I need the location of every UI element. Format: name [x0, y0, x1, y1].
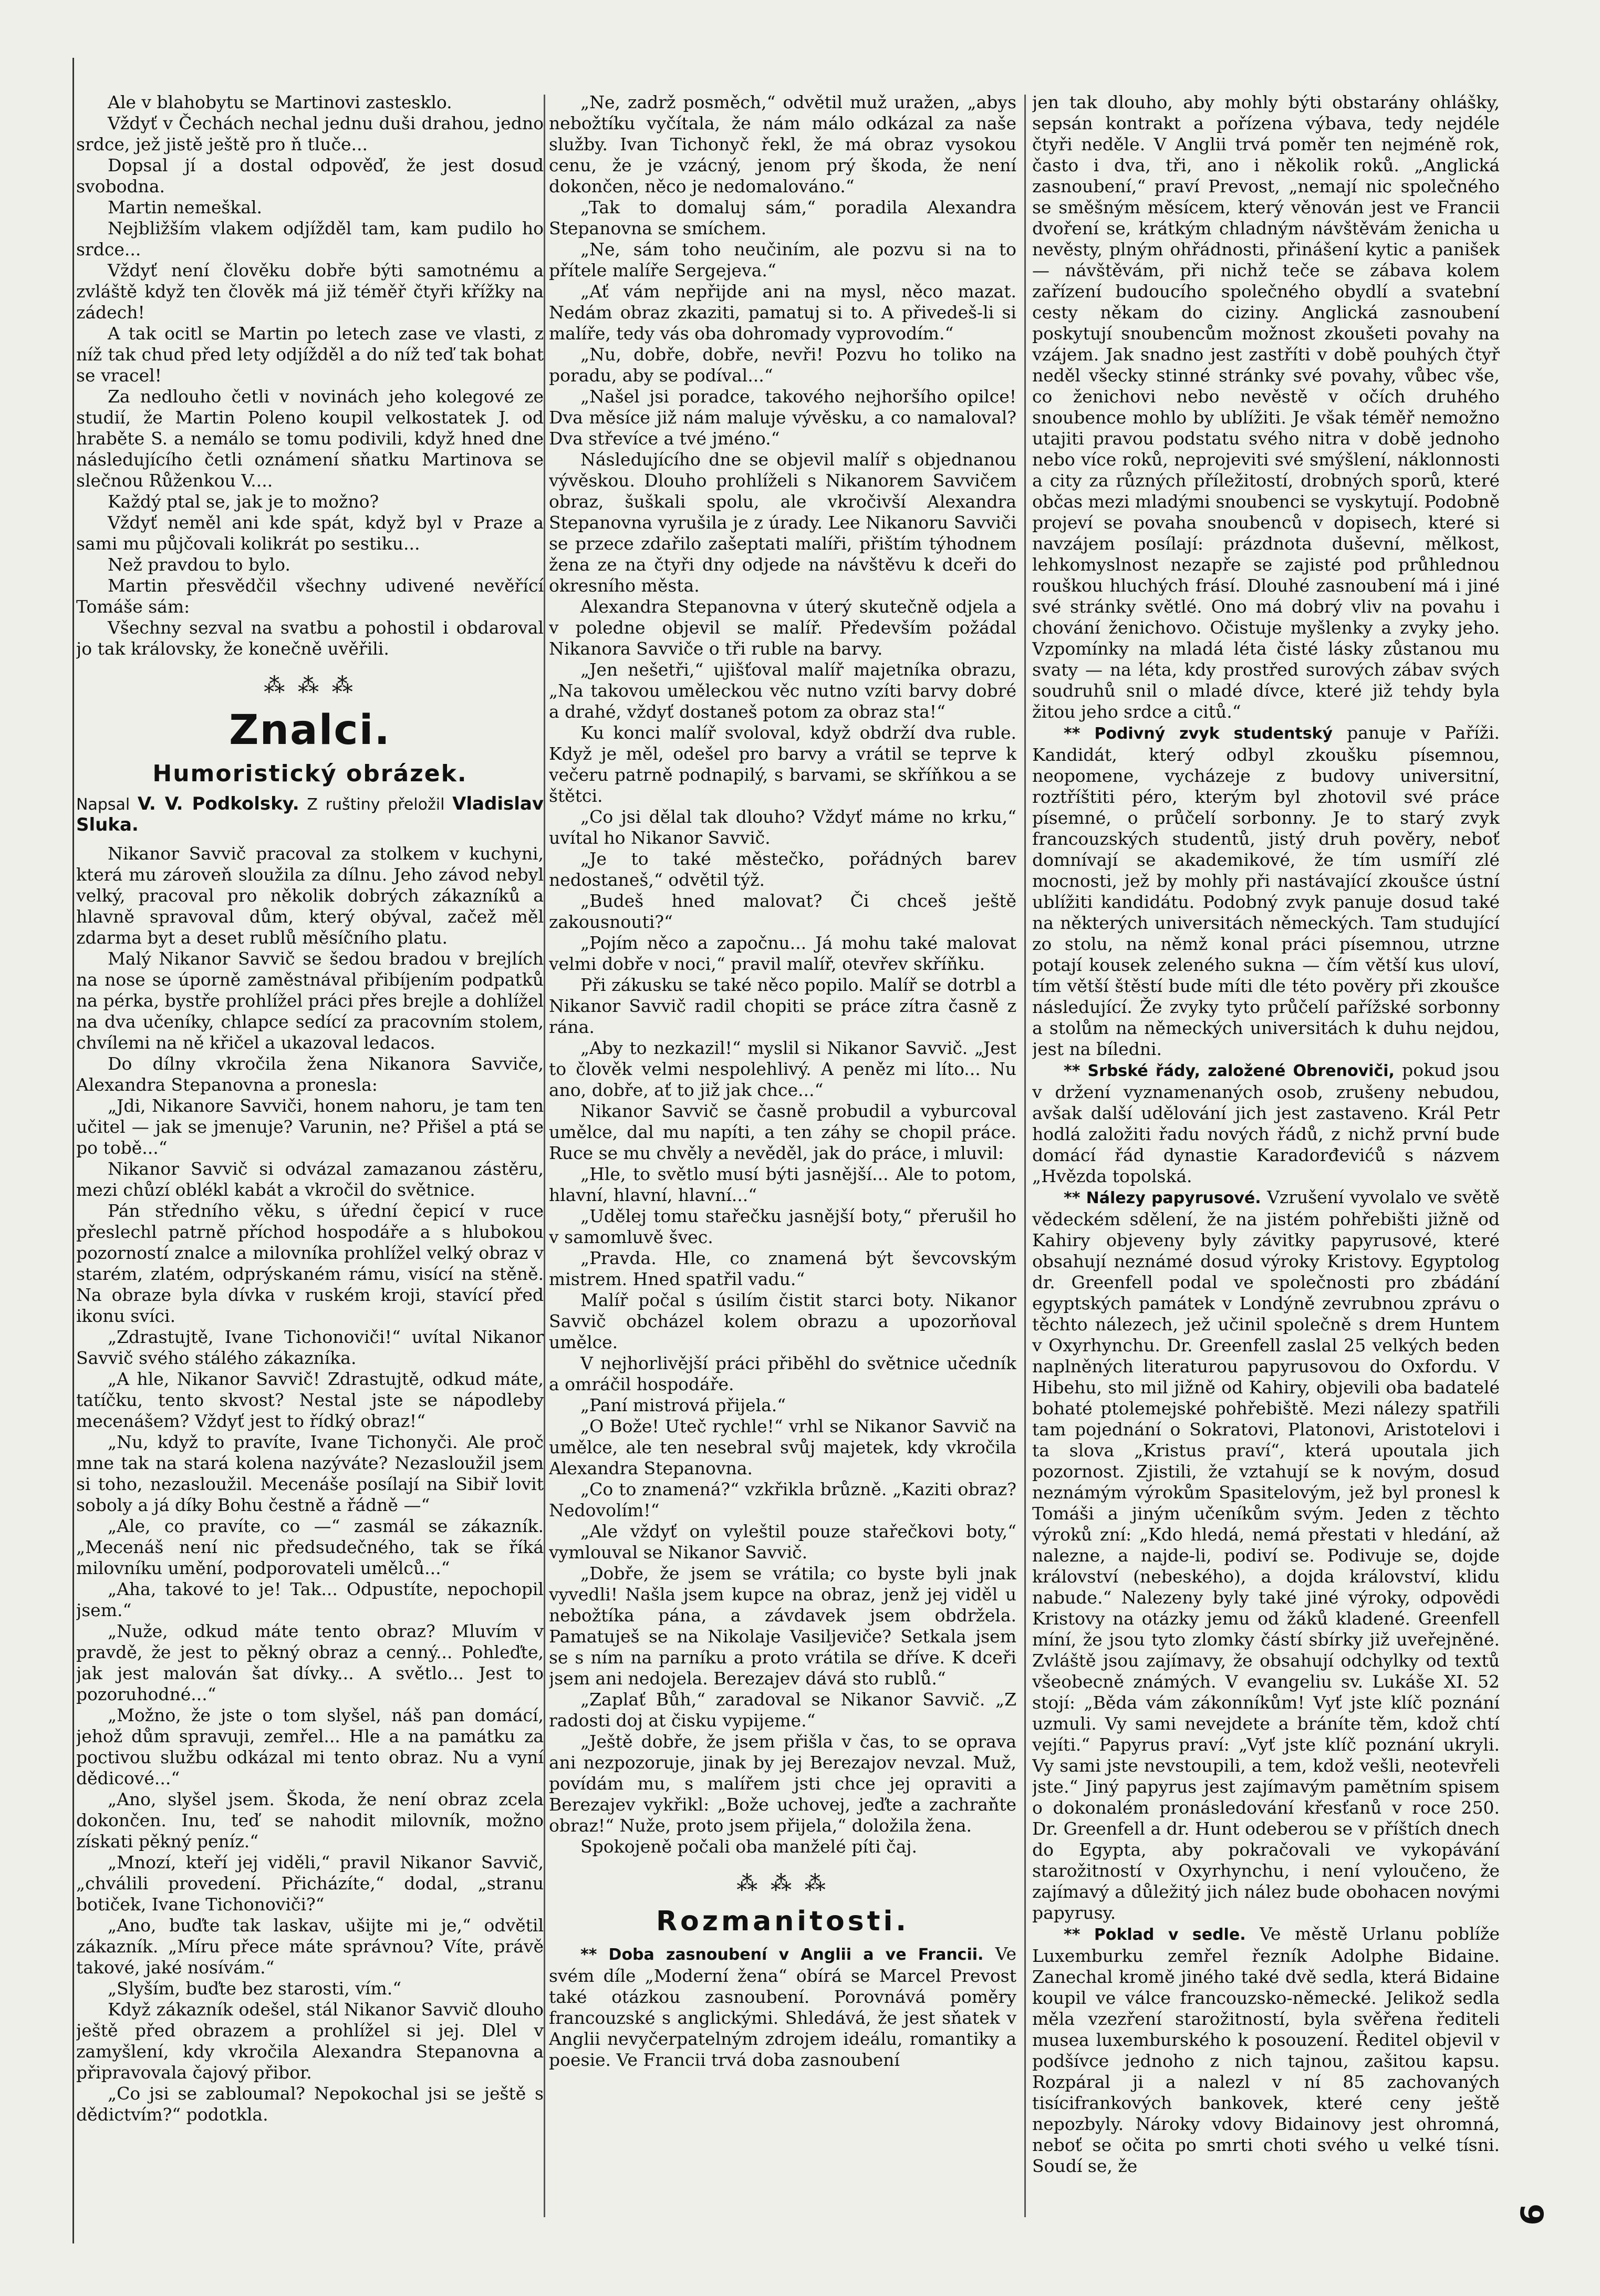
paragraph: Následujícího dne se objevil malíř s objednanou vývěskou. Dlouho prohlíželi s Nikanorem Savvičem obraz, šuškali spolu, ale vkročivší Alexandra Stepanovna vyrušila je z úrady. Lee Nikanoru Savviči se przece zdařilo zašeptati malíři, přištím týhodnem žena ze na čtyři dny odjede na návštěvu k dceři do okresního města. — [549, 449, 1016, 596]
news-item-body: Vzrušení vyvolalo ve světě vědeckém sdělení, že na jistém pohřebišti jižně od Kahiry objeveny byly závitky papyrusové, které obsahují neznámé dosud výroky Kristovy. Egyptolog dr. Greenfell podal ve společnosti pro zbádání egyptských památek v Londýně zevrubnou zprávu o těchto nálezech, jež učinil společně s drem Huntem v Oxyrhynchu. Dr. Greenfell zaslal 25 velkých beden naplněných literaturou papyrusovou do Oxfordu. V Hibehu, sto mil jižně od Kahiry, objevili oba badatelé bohaté ptolemejské pohřebiště. Mezi nálezy spatřili tam pojednání o Sokratovi, Platonovi, Aristotelovi i ta slova „Kristus praví“, která upoutala jich pozornost. Zjistili, že vztahují se k novým, dosud neznámým výrokům Spasitelovým, jež byl pronesl k Tomáši a jiným učeníkům svým. Jeden z těchto výroků zní: „Kdo hledá, nemá přestati v hledání, až nalezne, a najde-li, podiví se. Podivuje se, dojde království (nebeského), a dojda království, klidu nabude.“ Nalezeny byly také jiné výroky, odpovědi Kristovy na otázky jemu od žáků kladené. Greenfell míní, že jsou tyto zlomky částí sbírky již uveřejněné. Zvláště jsou zajímavy, že obsahují odchylky od textů všeobecně známých. V evangeliu sv. Lukáše XI. 52 stojí: „Běda vám zákonníkům! Vyť jste klíč poznání uzmuli. Vy sami nevejdete a bráníte těm, kdož chtí vejíti.“ Papyrus praví: „Vyť jste klíč poznání ukryli. Vy sami jste nevstoupili, a tem, kdož vešli, neotevřeli jste.“ Jiný papyrus jest zajímavým pamětním spisem o dokonalém pronásledování křesťanů v roce 250. Dr. Greenfell a dr. Hunt odeberou se v příštích dnech do Egypta, aby pokračovali ve vykopávání starožitností v Oxyrhynchu, i není vyloučeno, že zajímavý a důležitý jich nález bude obohacen novými papyrusy. — [1032, 1187, 1500, 1923]
paragraph: „Ale, co pravíte, co —“ zasmál se zákazník. „Mecenáš není nic předsudečného, tak se říká milovníku umění, podporovateli umělců...“ — [76, 1516, 544, 1578]
paragraph: Ku konci malíř svoloval, když obdrží dva ruble. Když je měl, odešel pro barvy a vrátil se teprve k večeru patrně podnapilý, s barvami, se skříňkou a se štětci. — [549, 722, 1016, 806]
page-number: 9 — [1513, 2204, 1550, 2226]
news-item-heading: ** Poklad v sedle. — [1064, 1926, 1246, 1944]
paragraph: „Paní mistrová přijela.“ — [580, 1395, 786, 1415]
paragraph: „Nu, dobře, dobře, nevři! Pozvu ho toliko na poradu, aby se podíval...“ — [549, 344, 1016, 386]
news-item-heading: ** Srbské řády, založené Obrenoviči, — [1064, 1062, 1395, 1080]
paragraph: „Hle, to světlo musí býti jasnější... Ale to potom, hlavní, hlavní, hlavní...“ — [549, 1164, 1016, 1205]
paragraph: „Pravda. Hle, co znamená být ševcovským mistrem. Hned spatřil vadu.“ — [549, 1248, 1016, 1289]
paragraph: A tak ocitl se Martin po letech zase ve vlasti, z níž tak chud před lety odjížděl a do níž teď tak bohat se vracel! — [76, 323, 544, 386]
paragraph: „O Bože! Uteč rychle!“ vrhl se Nikanor Savvič na umělce, ale ten nesebral svůj majetek, kdy vkročila Alexandra Stepanovna. — [549, 1416, 1016, 1478]
paragraph: „Aha, takové to je! Tak... Odpustíte, nepochopil jsem.“ — [76, 1579, 544, 1620]
news-item — [1032, 1187, 1500, 1923]
paragraph: Ale v blahobytu se Martinovi zastesklo. — [108, 92, 452, 112]
paragraph: Pán středního věku, s úřední čepicí v ruce přeslechl patrně příchod hospodáře a s hlubokou pozorností znalce a milovníka prohlížel velký obraz v starém, zlatém, odprýskaném rámu, visící na stěně. Na obraze byla dívka v ruském kroji, stavící před ikonu svíci. — [76, 1201, 544, 1326]
paragraph: „Ne, zadrž posměch,“ odvětil muž uražen, „abys nebožtíku vyčítala, že nám málo odkázal za naše služby. Ivan Tichonyč řekl, že má obraz vysokou cenu, že je vzácný, jenom prý škoda, že není dokončen, něco je nedomalováno.“ — [549, 92, 1016, 196]
paragraph: „Budeš hned malovat? Či chceš ještě zakousnouti?“ — [549, 891, 1016, 932]
paragraph: „Aby to nezkazil!“ myslil si Nikanor Savvič. „Jest to člověk velmi nespolehlivý. A peněz mi líto... Nu ano, dobře, ať to již jak chce...“ — [549, 1038, 1016, 1100]
paragraph: Za nedlouho četli v novinách jeho kolegové ze studií, že Martin Poleno koupil velkostatek J. od hraběte S. a nemálo se tomu podivili, když hned dne následujícího četli oznámení sňatku Martinova se slečnou Růženkou V.... — [76, 386, 544, 491]
paragraph: „Je to také městečko, pořádných barev nedostaneš,“ odvětil týž. — [549, 849, 1016, 890]
column-3 — [1032, 92, 1500, 2220]
paragraph: „Jen nešetři,“ ujišťoval malíř majetníka obrazu, „Na takovou uměleckou věc nutno vzíti barvy dobré a drahé, vždyť dostaneš potom za obraz sta!“ — [549, 659, 1016, 722]
article-title: Znalci. — [228, 707, 391, 754]
paragraph: Do dílny vkročila žena Nikanora Savviče, Alexandra Stepanovna a pronesla: — [76, 1053, 544, 1095]
paragraph: „Zdrastujtě, Ivane Tichonoviči!“ uvítal Nikanor Savvič svého stálého zákazníka. — [76, 1327, 544, 1368]
paragraph: „Jdi, Nikanore Savviči, honem nahoru, je tam ten učitel — jak se jmenuje? Varunin, ne? Přišel a ptá se po tobě...“ — [76, 1095, 544, 1158]
paragraph: „Co jsi dělal tak dlouho? Vždyť máme no krku,“ uvítal ho Nikanor Savvič. — [549, 806, 1016, 848]
news-item-heading: ** Doba zasnoubení v Anglii a ve Francii. — [580, 1946, 984, 1964]
byline — [76, 794, 544, 836]
paragraph: „Mnozí, kteří jej viděli,“ pravil Nikanor Savvič, „chválili provedení. Přicházíte,“ dodal, „stranu botiček, Ivane Tichonoviči?“ — [76, 1852, 544, 1915]
news-item-body: Ve svém díle „Moderní žena“ obírá se Marcel Prevost také otázkou zasnoubení. Porovnává poměry francouzské s anglickými. Shledává, že jest sňatek v Anglii nevyčerpatelným zdrojem ideálu, romantiky a poesie. Ve Francii trvá doba zasnoubení — [549, 1943, 1016, 2070]
column-rule — [544, 95, 545, 2217]
news-item-heading: ** Nálezy papyrusové. — [1064, 1189, 1261, 1207]
column-2 — [549, 92, 1016, 2220]
paragraph: „Ať vám nepřijde ani na mysl, něco mazat. Nedám obraz zkaziti, pamatuj si to. A přivedeš-li si malíře, tedy vás oba dohromady vyprovodím.“ — [549, 281, 1016, 344]
paragraph: Vždyť není člověku dobře býti samotnému a zvláště když ten člověk má již téměř čtyři křížky na zádech! — [76, 260, 544, 323]
paragraph: „Zaplať Bůh,“ zaradoval se Nikanor Savvič. „Z radosti doj at čisku vypijeme.“ — [549, 1689, 1016, 1731]
paragraph: Martin nemeškal. — [108, 197, 263, 218]
byline-prefix: Napsal — [76, 795, 130, 814]
section-title: Rozmanitosti. — [656, 1906, 910, 1937]
news-item-heading: ** Podivný zvyk studentský — [1064, 725, 1333, 743]
news-item-body: Ve městě Urlanu poblíže Luxemburku zemřel řezník Adolphe Bidaine. Zanechal kromě jiného také dvě sedla, která Bidaine koupil ve válce francouzsko-německé. Jelikož sedla měla vzezření starožitností, byla svěřena řediteli musea luxemburského k posouzení. Ředitel objevil v podšívce jednoho z nich tajnou, zašitou kapsu. Rozpáral ji a nalezl v ní 85 zachovaných tisícifrankových bankovek, které ceny ještě nepozbyly. Nároky vdovy Bidainovy jest ohromná, neboť se očita po smrti choti svého u velké tísni. Soudí se, že — [1032, 1923, 1500, 2176]
paragraph: Spokojeně počali oba manželé píti čaj. — [580, 1836, 917, 1857]
paragraph: Každý ptal se, jak je to možno? — [108, 491, 379, 512]
paragraph: „Nu, když to pravíte, Ivane Tichonyči. Ale proč mne tak na stará kolena nazýváte? Nezasloužil jsem si toho, nezasloužil. Mecenáše posílají na Sibiř lovit soboly a já díky Bohu čestně a řádně —“ — [76, 1432, 544, 1515]
news-item — [1032, 1060, 1500, 1187]
paragraph: „Ale vždyť on vyleštil pouze stařečkovi boty,“ vymlouval se Nikanor Savvič. — [549, 1521, 1016, 1563]
paragraph: Všechny sezval na svatbu a pohostil i obdaroval jo tak královsky, že konečně uvěřili. — [76, 617, 544, 659]
paragraph: „Co jsi se zabloumal? Nepokochal jsi se ještě s dědictvím?“ podotkla. — [76, 2083, 544, 2125]
paragraph: Alexandra Stepanovna v úterý skutečně odjela a v poledne objevil se malíř. Především požádal Nikanora Savviče o tři ruble na barvy. — [549, 596, 1016, 659]
paragraph: „Ještě dobře, že jsem přišla v čas, to se oprava ani nezpozoruje, jinak by jej Berezajov nevzal. Muž, povídám mu, s malířem jsti chce jej opraviti a Berezajev vykřikl: „Bože uchovej, jeďte a zachraňte obraz!“ Nuže, proto jsem přijela,“ doložila žena. — [549, 1731, 1016, 1836]
news-item — [549, 1943, 1016, 2071]
paragraph: Martin přesvědčil všechny udivené nevěřící Tomáše sám: — [76, 575, 544, 617]
paragraph: Dopsal jí a dostal odpověď, že jest dosud svobodna. — [76, 155, 544, 196]
paragraph: Nikanor Savvič si odvázal zamazanou zástěru, mezi chůzí oblékl kabát a vkročil do světnice. — [76, 1159, 544, 1200]
paragraph: „Možno, že jste o tom slyšel, náš pan domácí, jehož dům spravuji, zemřel... Hle a na památku za poctivou službu odkázal mi tento obraz. Nu a vyní dědicové...“ — [76, 1705, 544, 1788]
ornament-divider: ⁂ ⁂ ⁂ — [264, 674, 356, 698]
paragraph: „Slyším, buďte bez starosti, vím.“ — [108, 1978, 402, 1999]
paragraph: „Tak to domaluj sám,“ poradila Alexandra Stepanovna se smíchem. — [549, 197, 1016, 239]
paragraph: „Co to znamená?“ vzkřikla brůzně. „Kaziti obraz? Nedovolím!“ — [549, 1479, 1016, 1521]
paragraph: „A hle, Nikanor Savvič! Zdrastujtě, odkud máte, tatíčku, tento skvost? Nestal jste se nápodleby mecenášem? Vždyť jest to řídký obraz!“ — [76, 1369, 544, 1431]
paragraph: Malý Nikanor Savvič se šedou bradou v brejlích na nose se úporně zaměstnával přibíjením podpatků na pérka, bystře prohlížel práci přes brejle a dohlížel na dva učeníky, chlapce sedící za pracovním stolem, chvílemi na ně křičel a ukazoval ledacos. — [76, 948, 544, 1053]
byline-author: V. V. Podkolsky. — [137, 793, 299, 814]
paragraph: „Ano, buďte tak laskav, ušijte mi je,“ odvětil zákazník. „Míru přece máte správnou? Víte, právě takové, jaké nosívám.“ — [76, 1915, 544, 1978]
paragraph: jen tak dlouho, aby mohly býti obstarány ohlášky, sepsán kontrakt a pořízena výbava, tedy nejdéle čtyři neděle. V Anglii trvá poměr ten nejméně rok, často i dva, tři, ano i několik roků. „Anglická zasnoubení,“ praví Prevost, „nemají nic společného se směšným měsícem, který věnován jest ve Francii dvoření se, krátkým chladným návštěvám ženicha u nevěsty, plným ohřádnosti, přinášení kytic a panišek — návštěvám, při nichž teče se zábava kolem zařízení budoucího společného obydlí a svatební cesty někam do ciziny. Anglická zasnoubení poskytují snoubencům možnost zkoušeti povahy na vzájem. Jak snadno jest zastříti v době pouhých čtyř neděl všecky stinné stránky své povahy, vůbec vše, co ženichovi nebo nevěstě v očích druhého snoubence mohlo by ublížiti. Je však téměř nemožno utajiti pravou podstatu svého nitra v době jednoho nebo více roků, neprojeviti své smýšlení, náklonnosti a city za různých příležitostí, drobných sporů, které občas mezi mladými snoubenci se vyskytují. Podobně projeví se povaha snoubenců v dopisech, které si navzájem posílají: prázdnota duševní, mělkost, lehkomyslnost nezapře se zajisté pod průhlednou rouškou hluchých frásí. Dlouhé zasnoubení má i jiné své stránky světlé. Ono má dobrý vliv na povahu i chování ženichovo. Očistuje myšlenky a zvyky jeho. Vzpomínky na mladá léta čisté lásky zůstanou mu svaty — na léta, kdy prostřed surových zábav svých soudruhů snil o mladé dívce, které již tehdy byla žitou jeho srdce a citů.“ — [1032, 92, 1500, 722]
paragraph: V nejhorlivější práci přiběhl do světnice učedník a omráčil hospodáře. — [549, 1353, 1016, 1394]
paragraph: „Ne, sám toho neučiním, ale pozvu si na to přítele malíře Sergejeva.“ — [549, 239, 1016, 281]
paragraph: Malíř počal s úsilím čistit starci boty. Nikanor Savvič obcházel kolem obrazu a upozorňoval umělce. — [549, 1290, 1016, 1352]
paragraph: Nikanor Savvič pracoval za stolkem v kuchyni, která mu zároveň sloužila za dílnu. Jeho závod nebyl velký, pracoval pro několik dobrých zákazníků a hlavně spravoval dům, který obýval, začež měl zdarma byt a deset rublů měsíčního platu. — [76, 843, 544, 948]
paragraph: „Našel jsi poradce, takového nejhoršího opilce! Dva měsíce již nám maluje vývěsku, a co namaloval? Dva střevíce a tvé jméno.“ — [549, 386, 1016, 449]
news-item — [1032, 722, 1500, 1060]
paragraph: „Dobře, že jsem se vrátila; co byste byli jnak vyvedli! Našla jsem kupce na obraz, jenž jej viděl u nebožtíka pána, a závdavek jsem obdržela. Pamatuješ se na Nikolaje Vasiljeviče? Setkala jsem se s ním na parníku a proto vrátila se dříve. K dceři jsem ani nedojela. Berezajev dává sto rublů.“ — [549, 1563, 1016, 1689]
paragraph: „Ano, slyšel jsem. Škoda, že není obraz zcela dokončen. Inu, teď se nahodit milovník, možno získati pěkný peníz.“ — [76, 1789, 544, 1852]
byline-translator-prefix: Z ruštiny přeložil — [307, 795, 445, 814]
paragraph: Než pravdou to bylo. — [108, 554, 290, 575]
news-item-body: pokud jsou v držení vyznamenaných osob, zrušeny nebudou, avšak další udělování jich jest zastaveno. Král Petr hodlá založiti řadu nových řádů, z nichž první bude domácí řád dynastie Karadorđevićů s názvem „Hvězda topolská. — [1032, 1060, 1500, 1186]
paragraph: Nikanor Savvič se časně probudil a vyburcoval umělce, dal mu napíti, a ten záhy se chopil práce. Ruce se mu chvěly a nevěděl, jak do práce, i mluvil: — [549, 1101, 1016, 1163]
news-item-body: panuje v Paříži. Kandidát, který odbyl zkoušku písemnou, neopomene, vycházeje z budovy universitní, roztříštiti péro, kterým byl zhotovil své práce písemné, o průčelí sorbonny. Je to starý zvyk francouzských studentů, jistý druh pověry, neboť domnívají se akademikové, že tím usmíří zlé mocnosti, jež by mohly při nastávající zkoušce ústní ublížiti kandidátu. Podobný zvyk panuje dosud také na některých universitách německých. Tam studující zo stolu, na němž konal práci písemnou, utrzne potají kousek zeleného sukna — čím větší kus uloví, tím větší štěstí bude míti dle této pověry při zkoušce následující. Že zvyky tyto průčelí pařížské sorbonny a stolům na německých universitách k duhu nejdou, jest na bíledni. — [1032, 722, 1500, 1059]
paragraph: Nejbližším vlakem odjížděl tam, kam pudilo ho srdce... — [76, 218, 544, 260]
ornament-divider: ⁂ ⁂ ⁂ — [736, 1871, 829, 1896]
paragraph: „Udělej tomu stařečku jasnější boty,“ přerušil ho v samomluvě švec. — [549, 1206, 1016, 1247]
paragraph: Při zákusku se také něco popilo. Malíř se dotrbl a Nikanor Savvič radil chopiti se práce zítra časně z rána. — [549, 975, 1016, 1037]
paragraph: „Pojím něco a započnu... Já mohu také malovat velmi dobře v noci,“ pravil malíř, otevřev skříňku. — [549, 933, 1016, 974]
news-item — [1032, 1923, 1500, 2177]
article-subtitle: Humoristický obrázek. — [152, 760, 467, 787]
paragraph: Vždyť v Čechách nechal jednu duši drahou, jedno srdce, jež jistě ještě pro ň tluče... — [76, 113, 544, 154]
paragraph: Když zákazník odešel, stál Nikanor Savvič dlouho ještě před obrazem a prohlížel si jej. Dlel v zamyšlení, kdy vkročila Alexandra Stepanovna a připravovala čajový přibor. — [76, 1999, 544, 2083]
byline-translator: Vladislav Sluka. — [76, 793, 544, 835]
paragraph: Vždyť neměl ani kde spát, když byl v Praze a sami mu půjčovali kolikrát po sestiku... — [76, 512, 544, 554]
column-1 — [76, 92, 544, 2220]
column-rule — [1024, 95, 1026, 2217]
paragraph: „Nuže, odkud máte tento obraz? Mluvím v pravdě, že jest to pěkný obraz a cenný... Pohleďte, jak jest malován šat dívky... A světlo... Jest to pozoruhodné...“ — [76, 1621, 544, 1704]
